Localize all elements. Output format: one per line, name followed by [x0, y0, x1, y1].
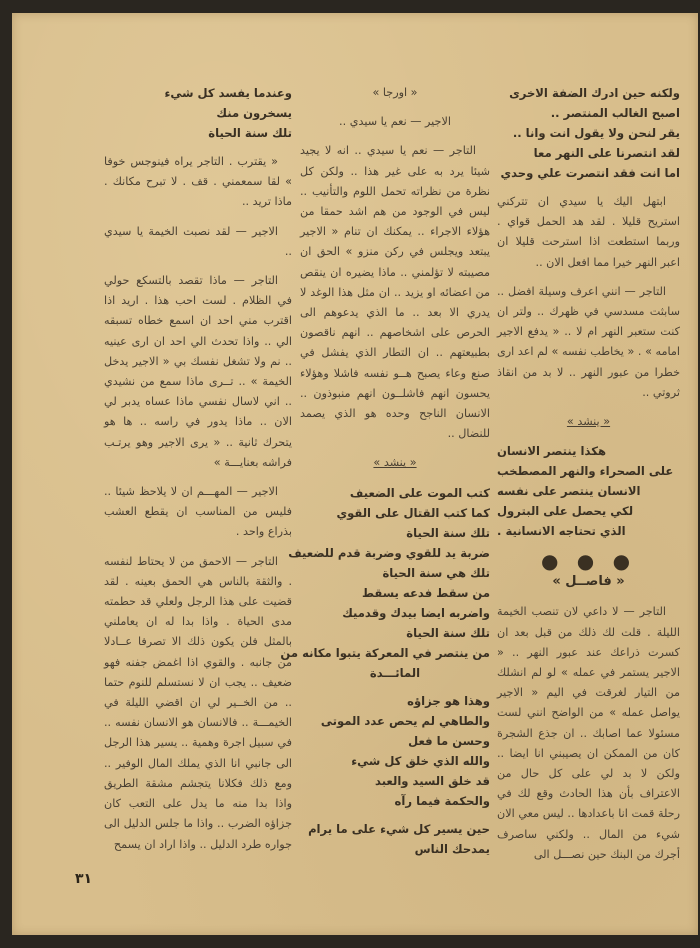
verse-line: والحكمة فيما رآه — [394, 793, 490, 808]
verse-line: هكذا ينتصر الانسان — [497, 444, 606, 459]
verse-line: على الصحراء والنهر المصطخب — [497, 464, 674, 479]
verse-line: يمدحك الناس — [414, 841, 490, 856]
paragraph: الاجير — لقد نصبت الخيمة يا سيدي .. — [104, 224, 292, 258]
verse-line: وهذا هو جزاؤه — [407, 693, 490, 708]
verse-line: لقد انتصرنا على النهر معا — [533, 146, 680, 160]
verse-line: قد خلق السيد والعبد — [375, 773, 490, 788]
verse-line: من ينتصر في المعركة يتبوا مكانه من — [280, 645, 490, 660]
paragraph: التاجر — انني اعرف وسيلة افضل .. سابثت مسدسي في ظهرك .. ولتر ان كنت ستعبر النهر ام لا .. « يدفع الاجير امامه » . « يخاطب نفسه » لم اعد ارى خطرا من عبور النهر .. لا بد من انقاذ ثروتي .. — [497, 284, 680, 399]
verse-line: تلك سنة الحياة — [406, 525, 490, 540]
section-title: « فاصــل » — [552, 574, 625, 590]
verse-line: وعندما يفسد كل شيء — [164, 86, 292, 100]
stage-direction: « ينشد » — [373, 456, 417, 470]
verse-line: يقر لنحن ولا يقول انت وانا .. — [512, 126, 680, 140]
verse-line: تلك سنة الحياة — [406, 625, 490, 640]
dialogue-line: الاجير — نعم يا سيدي .. — [339, 115, 451, 129]
verse-block — [497, 441, 680, 541]
verse-line: من سقط فدعه يسقط — [361, 585, 490, 600]
verse-line: تلك هي سنة الحياة — [382, 565, 490, 580]
paragraph: التاجر — الاحمق من لا يحتاط لنفسه . والثقة بالناس هي الحمق بعينه . لقد قضيت على هذا الرجل ولعلي قد حطمته مدى الحياة . واذا بدا له ان يعاملني بالمثل فلن يكون ذلك الا تصرفا عــادلا من جانبه . والقوي اذا اغمض جفنه فهو ضعيف .. يجب ان لا نستسلم للنوم حتما .. من الخــير لي ان اقضي الليلة في الخيمـــة .. فالانسان هو الانسان نفسه .. في سبيل اجرة وهمية .. يسير هذا الرجل الى جانبي انا الذي يملك المال الوفير .. ومع ذلك فكلانا يتجشم مشقة الطريق واذا بدا منه ما يدل على التعب كان جزاؤه الضرب .. واذا ما جلس الدليل الى جواره طرد الدليل .. واذا اراد ان يسمح — [104, 554, 292, 851]
verse-line: حين يسير كل شيء على ما يرام — [308, 821, 490, 836]
paragraph: التاجر — ماذا تقصد بالتسكع حولي في الظلام . لست احب هذا . اريد اذا اقترب مني احد ان اسمع خطاه تسبقه الي .. واذا تحدث الي احد ان ارى عينيه .. نم ولا تشغل نفسك بي « الاجير يدخل الخيمة » .. تــرى ماذا سمع من نشيدي .. اني لاسال نفسي ماذا عساه يدبر لي الان .. ماذا يدور في راسه .. ها هو يتحرك ثانية .. « يرى الاجير وهو يرتـب فراشه بعنايـــة » — [104, 274, 292, 469]
paragraph: « يقترب . التاجر يراه فينوجس خوفا » لقا سمعمني . قف . لا تبرح مكانك . ماذا تريد .. — [104, 155, 292, 209]
verse-line: المائـــدة — [369, 665, 421, 680]
verse-line: ولكنه حين ادرك الضفة الاخرى — [509, 86, 680, 100]
paragraph: ابتهل اليك يا سيدي ان تتركني استريح قليلا . لقد هد الحمل قواي . وربما استطعت اذا استرحت قليلا ان اعبر النهر خيرا مما افعل الان .. — [497, 195, 680, 269]
verse-line: ضربة يد للقوي وضربة قدم للضعيف — [288, 545, 490, 560]
verse-line: يسخرون منك — [216, 106, 292, 120]
paragraph: التاجر — لا داعي لان تنصب الخيمة الليلة . قلت لك ذلك من قبل بعد ان كسرت ذراعك عند عبور النهر .. « الاجير يستمر في عمله » لو لم انشلك من التيار لغرقت في اليم « الاجير يواصل عمله » من الواضح انني لست مسئولا عما اصابك .. ان جذع الشجرة كان من الممكن ان يصيبني انا ايضا .. ولكن لا بد لي على كل حال من الاعتراف بأن هذا الحادث وقع لك في رحلة قمت انا باعدادها .. ليس معي الان شيء من المال .. ولكني ساصرف أجرك من البنك حين نصـــل الى — [497, 605, 680, 861]
verse-line: واضربه ايضا بيدك وقدميك — [342, 605, 490, 620]
column-left — [104, 83, 292, 864]
verse-line: تلك سنة الحياة — [208, 126, 292, 140]
verse-line: الذي تحتاجه الانسانية . — [497, 524, 626, 539]
verse-line: الانسان ينتصر على نفسه — [497, 484, 641, 499]
stage-direction: « ينشد » — [566, 415, 611, 429]
verse-line: كتب الموت على الضعيف — [349, 485, 490, 500]
verse-block — [497, 83, 680, 183]
paragraph: الاجير — المهـــم ان لا يلاحظ شيئا .. فليس من المناسب ان يقطع العشب بذراع واحد . — [104, 485, 292, 539]
separator-dots-icon: ● ● ● — [540, 549, 637, 574]
verse-line: اصبح الغالب المنتصر .. — [550, 106, 680, 120]
verse-line: كما كتب القتال على القوي — [336, 505, 490, 520]
page-number: ٣١ — [75, 871, 93, 887]
stage-direction: « اورجا » — [372, 86, 418, 99]
verse-line: وحسن ما فعل — [408, 733, 490, 748]
column-right — [497, 83, 680, 874]
verse-line: اما انت فقد انتصرت علي وحدي — [500, 166, 680, 180]
verse-line: لكي يحصل على البترول — [497, 504, 634, 519]
paragraph: التاجر — نعم يا سيدي .. انه لا يجيد شيئا يرد به على غير هذا .. ولكن كل نظرة من نظراته تحمل اللوم والتأنيب .. ليس في الوجود من هم اشد حمقا من هؤلاء الاجراء .. يمكنك ان تنام « الاجير يبتعد ويجلس في ركن منزو » الحق ان مصيبته لا تؤلمني .. ماذا يضيره ان ينقص من اعضائه او يزيد .. ان مثل هذا الوغد لا يدري الا بعد .. ما الذي يدعوهم الى الحرص على اشخاصهم .. انهم ناقصون بطبيعتهم .. ان التطار الذي يفشل في صنع وعاء يصبح هــو نفسه فاشلا وهؤلاء يحسون انهم فاشلــون انهم منبوذون .. الانسان الناجح وحده هو الذي يصمد للنضال .. — [300, 144, 490, 441]
verse-block — [280, 483, 490, 859]
verse-line: والله الذي خلق كل شيء — [351, 753, 490, 768]
verse-block — [104, 83, 292, 143]
column-middle — [280, 83, 490, 868]
scanned-page — [12, 13, 698, 935]
verse-line: والطاهي لم يحص عدد الموتى — [320, 713, 490, 728]
